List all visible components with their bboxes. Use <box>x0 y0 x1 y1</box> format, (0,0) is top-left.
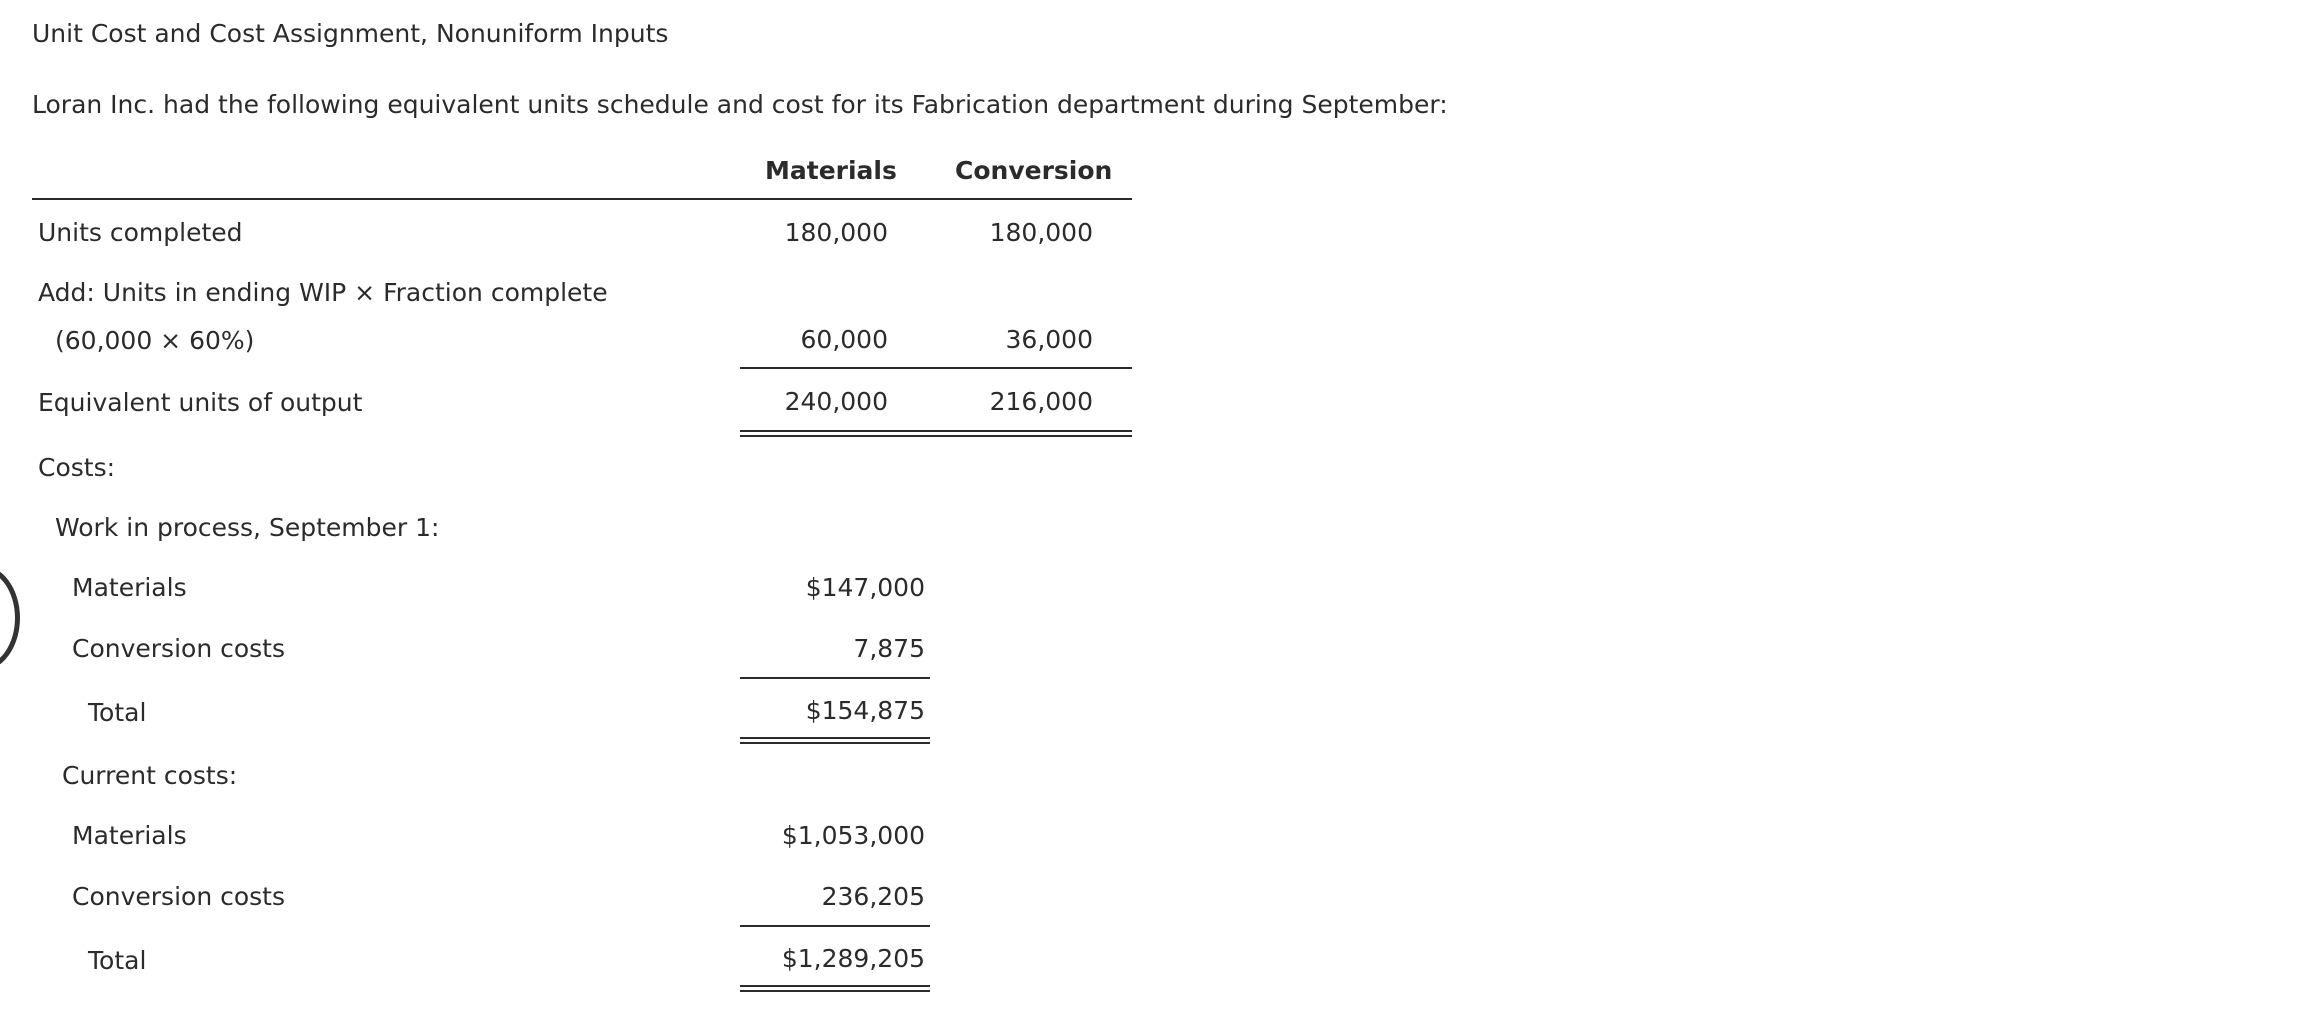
subtotal-rule <box>740 367 1132 369</box>
current-materials-label: Materials <box>72 821 187 850</box>
current-total-label: Total <box>88 946 147 975</box>
current-subtotal-rule <box>740 925 930 927</box>
wip-total-double-rule <box>740 737 930 744</box>
wip-conversion-label: Conversion costs <box>72 634 286 663</box>
row-equivalent-units-conversion: 216,000 <box>989 387 1093 416</box>
wip-header: Work in process, September 1: <box>55 513 440 542</box>
row-units-completed-label: Units completed <box>38 218 243 247</box>
page-title: Unit Cost and Cost Assignment, Nonuniform Inputs <box>32 19 669 48</box>
current-conversion-label: Conversion costs <box>72 882 286 911</box>
wip-total-label: Total <box>88 698 147 727</box>
row-units-completed-conversion: 180,000 <box>989 218 1093 247</box>
row-equivalent-units-materials: 240,000 <box>784 387 888 416</box>
row-wip-fraction-conversion: 36,000 <box>1005 325 1093 354</box>
current-total-double-rule <box>740 985 930 992</box>
current-materials-value: $1,053,000 <box>781 821 925 850</box>
row-add-units-label: Add: Units in ending WIP × Fraction complete <box>38 278 608 307</box>
current-total-value: $1,289,205 <box>781 944 925 973</box>
total-double-rule <box>740 430 1132 437</box>
wip-conversion-value: 7,875 <box>853 634 925 663</box>
current-header: Current costs: <box>62 761 238 790</box>
circle-marker-icon <box>0 565 20 671</box>
header-materials: Materials <box>765 156 897 185</box>
current-conversion-value: 236,205 <box>821 882 925 911</box>
intro-text: Loran Inc. had the following equivalent units schedule and cost for its Fabrication department during September: <box>32 90 1448 119</box>
row-equivalent-units-label: Equivalent units of output <box>38 388 363 417</box>
wip-total-value: $154,875 <box>805 696 925 725</box>
wip-materials-label: Materials <box>72 573 187 602</box>
row-wip-fraction-materials: 60,000 <box>800 325 888 354</box>
row-wip-fraction-label: (60,000 × 60%) <box>55 326 255 355</box>
costs-label: Costs: <box>38 453 116 482</box>
wip-subtotal-rule <box>740 677 930 679</box>
wip-materials-value: $147,000 <box>805 573 925 602</box>
row-units-completed-materials: 180,000 <box>784 218 888 247</box>
header-conversion: Conversion <box>955 156 1113 185</box>
header-rule <box>32 198 1132 200</box>
